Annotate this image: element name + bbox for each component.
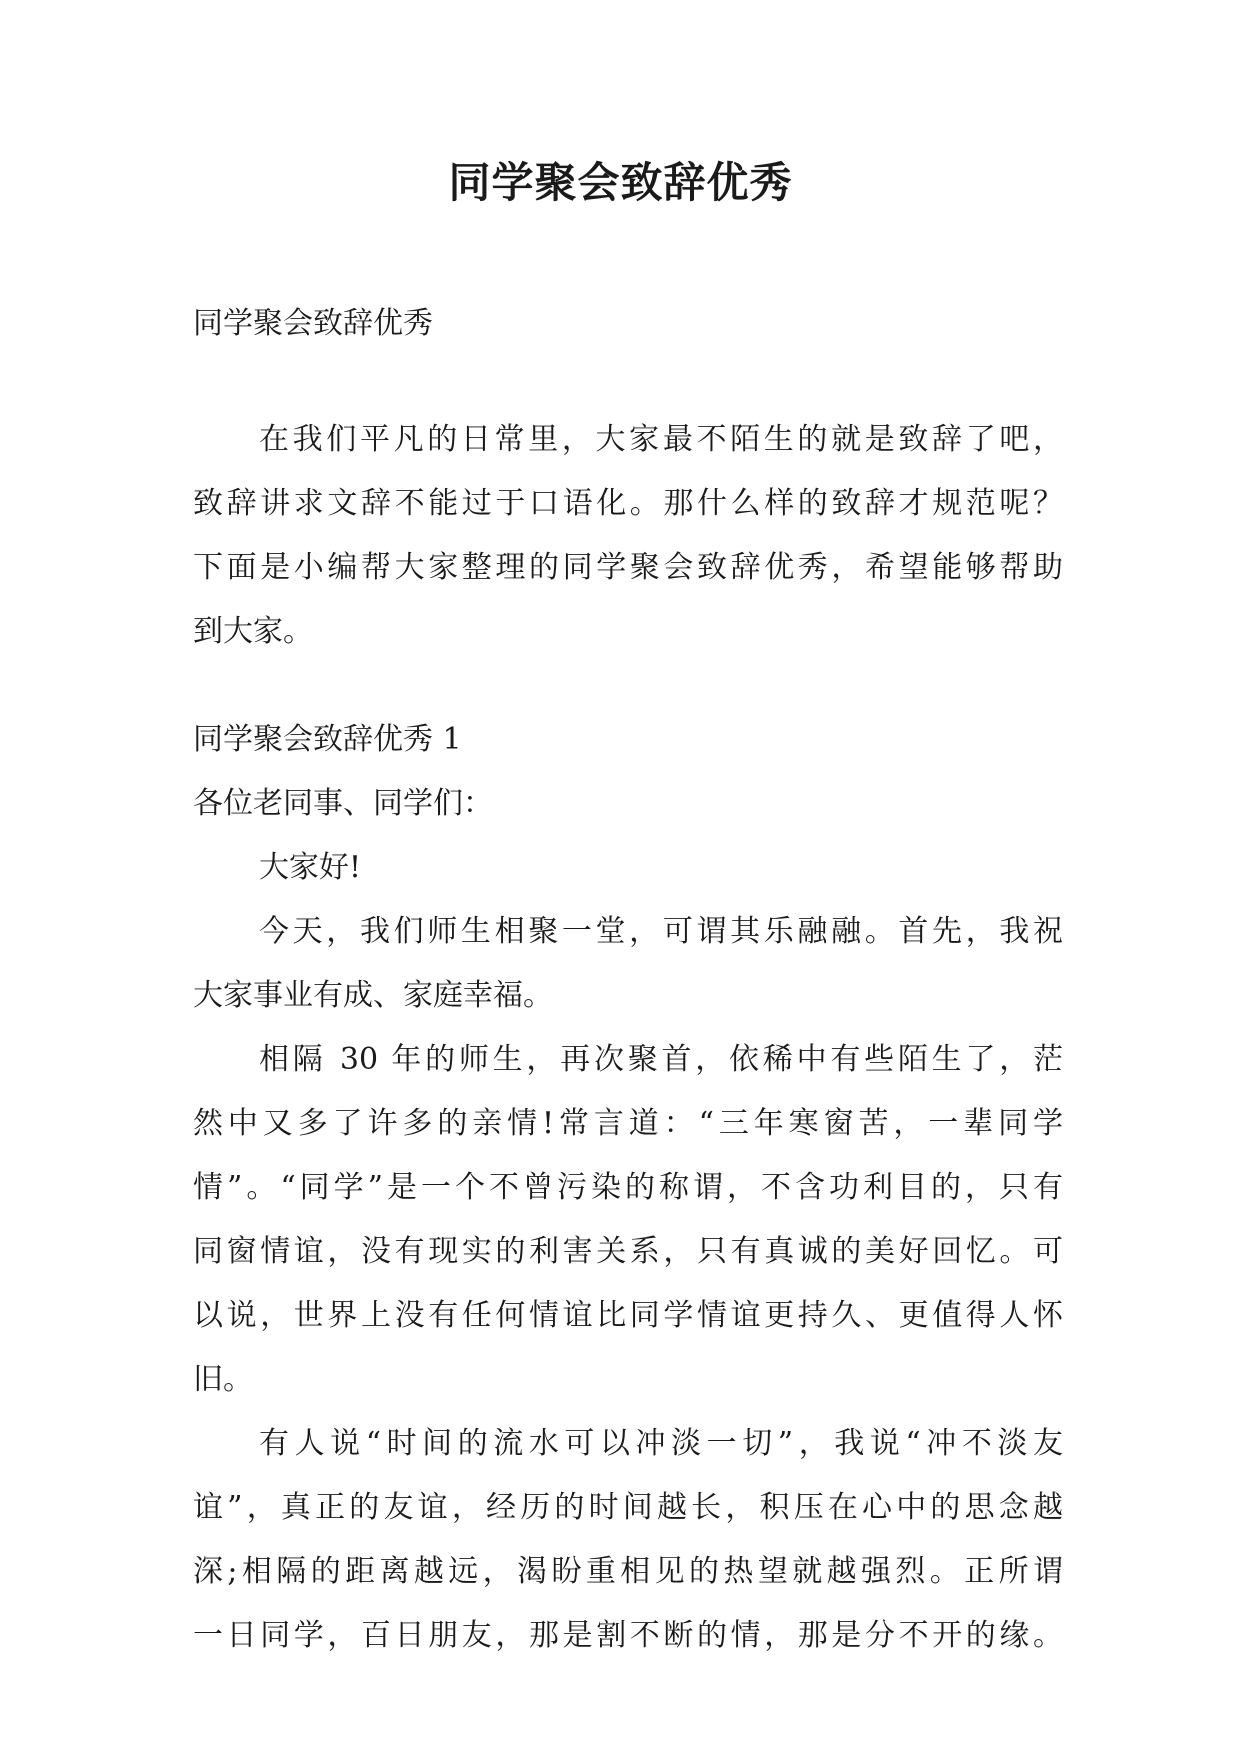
- paragraph-line: 谊”，真正的友谊，经历的时间越长，积压在心中的思念越: [193, 1490, 1063, 1525]
- paragraph-2: [193, 1028, 1063, 1412]
- paragraph-line: 一日同学，百日朋友，那是割不断的情，那是分不开的缘。: [193, 1618, 1063, 1653]
- intro-paragraph: [193, 408, 1063, 664]
- paragraph-line: 大家事业有成、家庭幸福。: [193, 978, 553, 1013]
- section-heading: 同学聚会致辞优秀 1: [193, 722, 462, 757]
- paragraph-line: 今天，我们师生相聚一堂，可谓其乐融融。首先，我祝: [259, 914, 1063, 949]
- intro-line: 下面是小编帮大家整理的同学聚会致辞优秀，希望能够帮助: [193, 550, 1063, 585]
- paragraph-line: 深;相隔的距离越远，渴盼重相见的热望就越强烈。正所谓: [193, 1554, 1063, 1589]
- paragraph-line: 旧。: [193, 1362, 253, 1397]
- document-title: 同学聚会致辞优秀: [448, 158, 793, 207]
- intro-line: 在我们平凡的日常里，大家最不陌生的就是致辞了吧，: [259, 422, 1063, 457]
- paragraph-line: 情”。“同学”是一个不曾污染的称谓，不含功利目的，只有: [193, 1170, 1063, 1205]
- paragraph-1: [193, 900, 1063, 1028]
- paragraph-3: [193, 1412, 1063, 1668]
- greeting: 大家好!: [259, 850, 362, 885]
- salutation: 各位老同事、同学们：: [193, 786, 493, 821]
- subtitle: 同学聚会致辞优秀: [193, 306, 433, 341]
- paragraph-line: 相隔 30 年的师生，再次聚首，依稀中有些陌生了，茫: [259, 1042, 1063, 1077]
- intro-line: 致辞讲求文辞不能过于口语化。那什么样的致辞才规范呢？: [193, 486, 1063, 521]
- paragraph-line: 以说，世界上没有任何情谊比同学情谊更持久、更值得人怀: [193, 1298, 1063, 1333]
- paragraph-line: 有人说“时间的流水可以冲淡一切”，我说“冲不淡友: [259, 1426, 1063, 1461]
- paragraph-line: 同窗情谊，没有现实的利害关系，只有真诚的美好回忆。可: [193, 1234, 1063, 1269]
- document-body: [193, 292, 1063, 1668]
- intro-line: 到大家。: [193, 614, 313, 649]
- paragraph-line: 然中又多了许多的亲情!常言道：“三年寒窗苦，一辈同学: [193, 1106, 1063, 1141]
